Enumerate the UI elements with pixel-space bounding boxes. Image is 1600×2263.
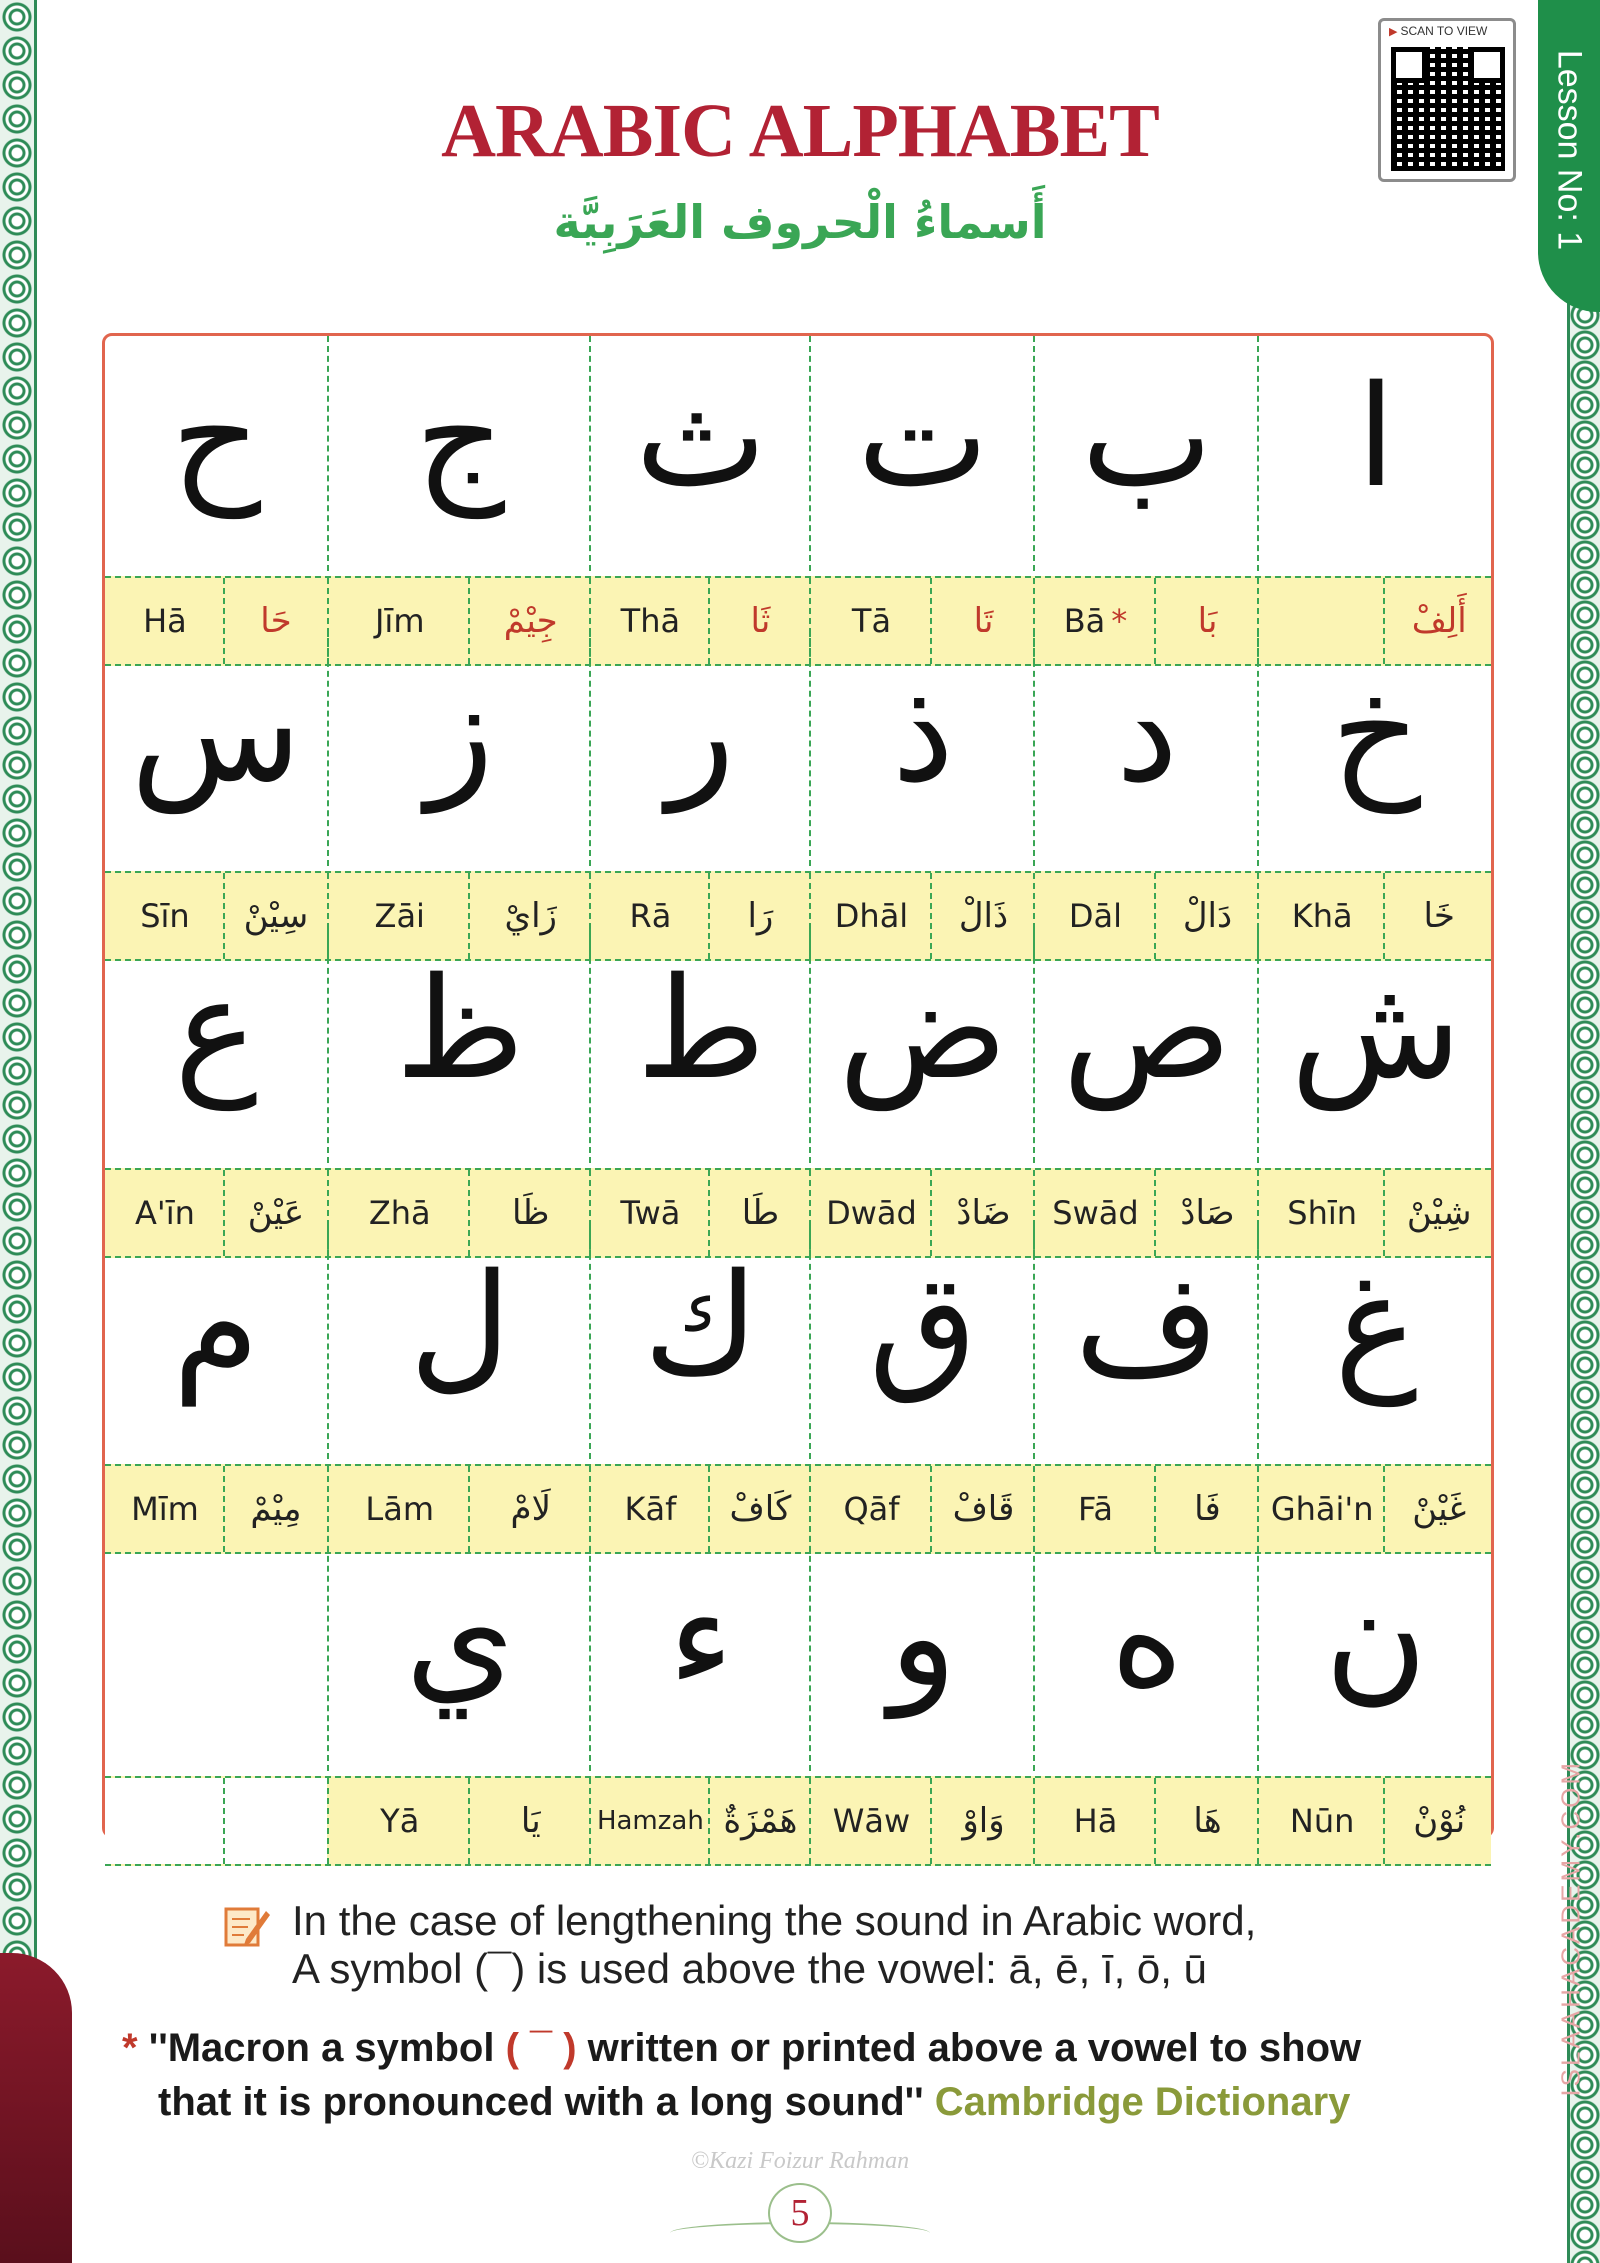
letter-cell xyxy=(327,1224,591,1459)
letter-cell xyxy=(809,631,1035,866)
arabic-name: زَايْ xyxy=(468,873,591,959)
letter-cell xyxy=(589,1516,811,1771)
transliteration-text: Fā xyxy=(1077,1490,1114,1528)
letter-cell xyxy=(327,1516,591,1771)
arabic-letter: س xyxy=(130,651,302,814)
qr-label: ▶ SCAN TO VIEW xyxy=(1381,21,1513,38)
quote-line-2 xyxy=(158,2074,1350,2130)
letter-cell xyxy=(809,1224,1035,1459)
lesson-tab-label: Lesson No: 1 xyxy=(1550,49,1589,251)
note-line-1: In the case of lengthening the sound in Arabic word, xyxy=(292,1897,1257,1944)
letter-cell xyxy=(1257,928,1493,1163)
letter-row xyxy=(105,336,1491,571)
arabic-letter: ب xyxy=(1081,356,1213,519)
transliteration-text: Kāf xyxy=(624,1490,677,1528)
letter-cell xyxy=(1033,928,1259,1163)
arabic-name: رَا xyxy=(708,873,811,959)
transliteration xyxy=(1259,1778,1385,1864)
letter-row xyxy=(105,631,1491,866)
arabic-name xyxy=(223,1778,327,1864)
transliteration-text: Dhāl xyxy=(834,897,909,935)
arabic-name: يَا xyxy=(468,1778,591,1864)
arabic-letter: د xyxy=(1115,651,1179,814)
letter-row xyxy=(105,1224,1491,1459)
arabic-name: مِيْمْ xyxy=(223,1466,327,1552)
transliteration-text: Nūn xyxy=(1289,1802,1355,1840)
arabic-letter: ك xyxy=(643,1244,759,1407)
name-row xyxy=(105,1776,1491,1866)
arabic-name: أَلِفْ xyxy=(1383,578,1493,664)
arabic-name: صَادْ xyxy=(1154,1170,1259,1256)
letter-cell xyxy=(105,1516,327,1771)
arabic-name: فَا xyxy=(1154,1466,1259,1552)
quote-text-2: written or printed above a vowel to show xyxy=(576,2026,1362,2070)
transliteration-text: Dwād xyxy=(826,1194,917,1232)
letter-cell xyxy=(809,1516,1035,1771)
transliteration-text: Wāw xyxy=(832,1802,911,1840)
letter-name-cell xyxy=(809,1778,1035,1864)
arabic-letter: ي xyxy=(405,1556,515,1719)
asterisk: * xyxy=(122,2026,138,2070)
letter-name-cell xyxy=(1033,1778,1259,1864)
arabic-letter: ش xyxy=(1290,948,1462,1111)
site-watermark: ISLAAHACADEMY.COM xyxy=(1556,1760,1586,2097)
footnote-star: * xyxy=(1111,602,1128,640)
arabic-letter: ض xyxy=(838,948,1008,1111)
letter-cell xyxy=(589,928,811,1163)
letter-cell xyxy=(105,928,327,1163)
alphabet-chart xyxy=(102,333,1494,1841)
letter-cell xyxy=(327,928,591,1163)
arabic-letter: ل xyxy=(409,1244,511,1407)
copyright: ©Kazi Foizur Rahman xyxy=(690,2148,910,2174)
arabic-letter: غ xyxy=(1334,1244,1418,1407)
arabic-name: لَامْ xyxy=(468,1466,591,1552)
letter-cell xyxy=(1257,1516,1493,1771)
arabic-letter: ز xyxy=(426,651,494,814)
letter-name-cell xyxy=(1257,1778,1493,1864)
letter-name-cell xyxy=(105,1778,327,1864)
letter-cell xyxy=(809,336,1035,571)
page-number xyxy=(740,2182,860,2244)
arabic-letter: خ xyxy=(1330,651,1422,814)
letter-cell xyxy=(1257,336,1493,571)
transliteration-text: Twā xyxy=(620,1194,681,1232)
arabic-name: ثَا xyxy=(708,578,811,664)
page-number-value: 5 xyxy=(768,2183,832,2243)
arabic-name: سِيْنْ xyxy=(223,873,327,959)
arabic-name: بَا xyxy=(1154,578,1259,664)
transliteration-text: Tā xyxy=(851,602,892,640)
quote-text-1: ''Macron a symbol xyxy=(137,2026,506,2070)
transliteration xyxy=(329,1778,470,1864)
arabic-name: كَافْ xyxy=(708,1466,811,1552)
transliteration-text: Zhā xyxy=(368,1194,431,1232)
letter-cell xyxy=(1033,631,1259,866)
letter-cell xyxy=(589,631,811,866)
transliteration-text: Qāf xyxy=(843,1490,900,1528)
transliteration-text: Lām xyxy=(365,1490,435,1528)
arabic-name: ظَا xyxy=(468,1170,591,1256)
letter-cell xyxy=(1033,336,1259,571)
transliteration-text: Hā xyxy=(1073,1802,1118,1840)
transliteration-text: Swād xyxy=(1052,1194,1139,1232)
arabic-name: وَاوْ xyxy=(930,1778,1035,1864)
arabic-name: قَافْ xyxy=(930,1466,1035,1552)
arabic-letter: ء xyxy=(668,1556,734,1719)
arabic-name: عَيْنْ xyxy=(223,1170,327,1256)
transliteration-text: Bā xyxy=(1063,602,1106,640)
arabic-letter: ر xyxy=(667,651,735,814)
transliteration-text: Dāl xyxy=(1068,897,1123,935)
corner-decoration xyxy=(0,1953,72,2263)
arabic-name: هَا xyxy=(1154,1778,1259,1864)
transliteration-text: Hamzah xyxy=(596,1806,704,1836)
arabic-letter: ق xyxy=(868,1244,978,1407)
letter-name-cell xyxy=(327,1778,591,1864)
arabic-letter: و xyxy=(889,1556,957,1719)
quote-source: Cambridge Dictionary xyxy=(934,2080,1351,2124)
page-subtitle-arabic: أَسماءُ الْحروف العَرَبِيَّة xyxy=(553,195,1047,249)
pencil-note-icon xyxy=(222,1901,270,1949)
transliteration-text: Rā xyxy=(629,897,672,935)
transliteration-text: Shīn xyxy=(1287,1194,1358,1232)
page-title: ARABIC ALPHABET xyxy=(441,89,1159,173)
letter-cell xyxy=(105,336,327,571)
letter-cell xyxy=(1257,1224,1493,1459)
arabic-letter: ع xyxy=(174,948,258,1111)
arabic-letter: ط xyxy=(636,948,766,1111)
transliteration-text: A'īn xyxy=(135,1194,195,1232)
arabic-letter: ف xyxy=(1074,1244,1220,1407)
letter-cell xyxy=(327,336,591,571)
letter-cell xyxy=(1257,631,1493,866)
transliteration-text: Yā xyxy=(380,1802,420,1840)
letter-cell xyxy=(1033,1224,1259,1459)
arabic-letter: م xyxy=(172,1244,260,1407)
transliteration-text: Sīn xyxy=(140,897,190,935)
quote-line-1 xyxy=(122,2020,1361,2076)
transliteration xyxy=(811,1778,932,1864)
transliteration xyxy=(591,1778,710,1864)
arabic-name: هَمْزَةٌ xyxy=(708,1778,811,1864)
transliteration-text: Mīm xyxy=(131,1490,199,1528)
letter-cell xyxy=(105,1224,327,1459)
arabic-name: جِيْمْ xyxy=(468,578,591,664)
arabic-name: حَا xyxy=(223,578,327,664)
macron-symbol: ( ¯ ) xyxy=(505,2026,577,2070)
arabic-name: تَا xyxy=(930,578,1035,664)
letter-name-cell xyxy=(589,1778,811,1864)
transliteration-text: Hā xyxy=(143,602,187,640)
transliteration xyxy=(105,1778,225,1864)
arabic-letter: ذ xyxy=(891,651,955,814)
transliteration-text: Jīm xyxy=(374,602,425,640)
arabic-name: ذَالْ xyxy=(930,873,1035,959)
arabic-letter: ص xyxy=(1062,948,1232,1111)
letter-cell xyxy=(105,631,327,866)
letter-cell xyxy=(809,928,1035,1163)
arabic-name: خَا xyxy=(1383,873,1493,959)
transliteration-text: Thā xyxy=(620,602,681,640)
left-decorative-border xyxy=(0,0,37,2263)
letter-cell xyxy=(589,336,811,571)
arabic-name: ضَادْ xyxy=(930,1170,1035,1256)
quote-text-3: that it is pronounced with a long sound'' xyxy=(158,2080,935,2124)
arabic-letter: ه xyxy=(1110,1556,1184,1719)
arabic-name: شِيْنْ xyxy=(1383,1170,1493,1256)
arabic-name: نُوْنْ xyxy=(1383,1778,1493,1864)
arabic-letter: ث xyxy=(635,356,767,519)
arabic-letter: ت xyxy=(857,356,989,519)
transliteration-text: Zāi xyxy=(374,897,425,935)
note-line-2: A symbol (¯) is used above the vowel: ā, ē, ī, ō, ū xyxy=(292,1945,1207,1992)
transliteration-text: Ghāi'n xyxy=(1270,1490,1374,1528)
letter-cell xyxy=(589,1224,811,1459)
letter-row xyxy=(105,1516,1491,1771)
letter-row xyxy=(105,928,1491,1163)
transliteration-text: Khā xyxy=(1291,897,1353,935)
arabic-name: دَالْ xyxy=(1154,873,1259,959)
letter-cell xyxy=(1033,1516,1259,1771)
arabic-letter: ح xyxy=(170,356,262,519)
arabic-letter: ظ xyxy=(395,948,525,1111)
letter-cell xyxy=(327,631,591,866)
arabic-letter: ا xyxy=(1356,356,1396,519)
arabic-letter: ن xyxy=(1324,1556,1428,1719)
arabic-name: طَا xyxy=(708,1170,811,1256)
arabic-name: غَيْنْ xyxy=(1383,1466,1493,1552)
arabic-letter: ج xyxy=(414,356,506,519)
transliteration xyxy=(1035,1778,1156,1864)
